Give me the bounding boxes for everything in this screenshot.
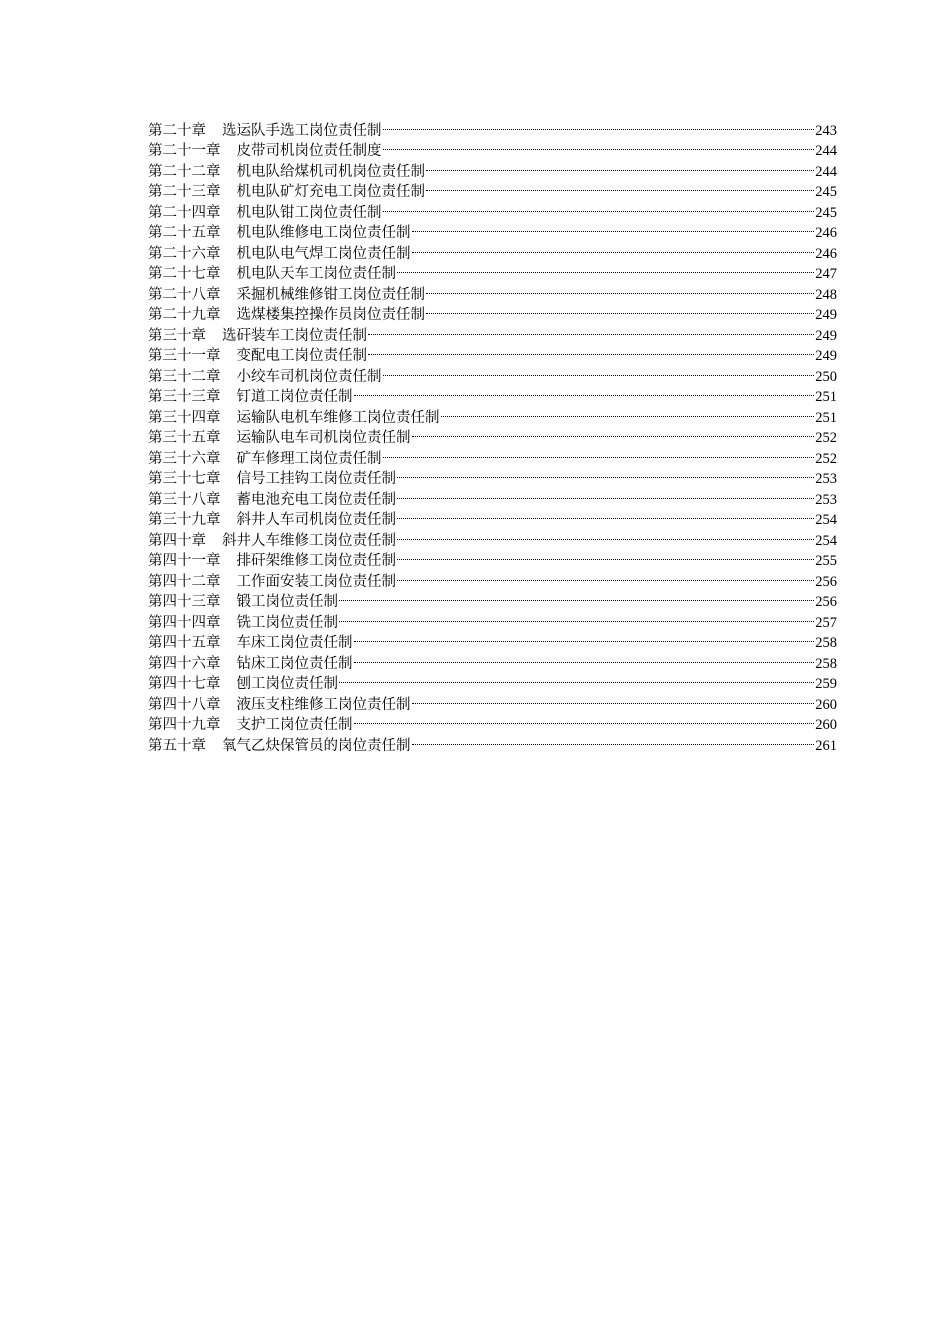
toc-chapter-title: 支护工岗位责任制 — [236, 717, 353, 733]
toc-dot-leader — [397, 504, 814, 525]
toc-chapter-number: 第二十五章 — [148, 225, 221, 241]
toc-page-number: 246 — [815, 245, 837, 262]
toc-chapter-title: 铣工岗位责任制 — [236, 614, 338, 631]
toc-chapter-number: 第二十章 — [148, 122, 206, 139]
toc-page-number: 251 — [815, 409, 837, 426]
toc-chapter-title: 运输队电车司机岗位责任制 — [236, 430, 411, 446]
toc-chapter-number: 第三十八章 — [148, 491, 221, 508]
toc-chapter-number: 第二十二章 — [148, 163, 221, 180]
toc-page-number: 260 — [815, 696, 837, 713]
toc-page-number: 258 — [815, 635, 837, 651]
toc-page-number: 244 — [815, 143, 837, 159]
toc-dot-leader — [383, 442, 815, 463]
toc-page-number: 255 — [815, 553, 837, 569]
toc-chapter-title: 选矸装车工岗位责任制 — [222, 327, 367, 344]
toc-dot-leader — [397, 463, 814, 484]
toc-chapter-title: 锻工岗位责任制 — [236, 594, 338, 610]
toc-chapter-title: 机电队给煤机司机岗位责任制 — [236, 163, 425, 180]
toc-page-number: 252 — [815, 450, 837, 467]
toc-dot-leader — [339, 668, 814, 689]
toc-chapter-number: 第四十二章 — [148, 573, 221, 590]
toc-page-number: 254 — [815, 532, 837, 549]
toc-dot-leader — [412, 422, 815, 443]
toc-chapter-number: 第四十七章 — [148, 676, 221, 692]
toc-page-number: 259 — [815, 676, 837, 692]
toc-chapter-title: 斜井人车维修工岗位责任制 — [222, 532, 396, 549]
toc-page-number: 256 — [815, 573, 837, 590]
table-of-contents — [148, 114, 837, 754]
toc-chapter-number: 第三十五章 — [148, 430, 221, 446]
toc-chapter-title: 矿车修理工岗位责任制 — [236, 450, 382, 467]
toc-chapter-number: 第二十四章 — [148, 204, 221, 221]
toc-chapter-number: 第三十四章 — [148, 409, 221, 426]
toc-dot-leader — [354, 627, 815, 648]
toc-chapter-title: 选运队手选工岗位责任制 — [222, 122, 382, 139]
toc-chapter-number: 第三十九章 — [148, 512, 221, 528]
toc-page-number: 245 — [815, 204, 837, 221]
toc-page-number: 248 — [815, 286, 837, 303]
toc-chapter-number: 第三十一章 — [148, 348, 221, 364]
toc-chapter-title: 机电队矿灯充电工岗位责任制 — [236, 184, 425, 200]
toc-chapter-number: 第二十八章 — [148, 286, 221, 303]
toc-page-number: 250 — [815, 368, 837, 385]
toc-chapter-title: 排矸架维修工岗位责任制 — [236, 553, 396, 569]
toc-chapter-number: 第二十三章 — [148, 184, 221, 200]
toc-page-number: 253 — [815, 471, 837, 487]
toc-page-number: 249 — [815, 327, 837, 344]
toc-chapter-title: 液压支柱维修工岗位责任制 — [236, 696, 411, 713]
toc-dot-leader — [354, 381, 815, 402]
toc-chapter-number: 第四十三章 — [148, 594, 221, 610]
toc-chapter-number: 第四十章 — [148, 532, 206, 549]
toc-page-number: 258 — [815, 655, 837, 672]
toc-chapter-number: 第三十章 — [148, 327, 206, 344]
toc-page-number: 249 — [815, 307, 837, 323]
toc-chapter-number: 第二十九章 — [148, 307, 221, 323]
toc-page-number: 257 — [815, 614, 837, 631]
toc-chapter-number: 第四十九章 — [148, 717, 221, 733]
toc-chapter-title: 皮带司机岗位责任制度 — [236, 143, 382, 159]
toc-dot-leader — [441, 401, 815, 422]
toc-page-number: 245 — [815, 184, 837, 200]
toc-dot-leader — [354, 709, 815, 730]
toc-chapter-number: 第三十六章 — [148, 450, 221, 467]
toc-chapter-number: 第三十三章 — [148, 389, 221, 405]
toc-page-number: 256 — [815, 594, 837, 610]
toc-chapter-number: 第五十章 — [148, 737, 206, 754]
toc-chapter-number: 第二十六章 — [148, 245, 221, 262]
toc-page-number: 252 — [815, 430, 837, 446]
toc-chapter-title: 钻床工岗位责任制 — [236, 655, 353, 672]
toc-dot-leader — [426, 278, 814, 299]
toc-chapter-title: 信号工挂钩工岗位责任制 — [236, 471, 396, 487]
toc-dot-leader — [426, 176, 814, 197]
toc-dot-leader — [383, 114, 815, 135]
toc-dot-leader — [397, 565, 814, 586]
toc-page-number: 247 — [815, 266, 837, 282]
toc-chapter-number: 第四十四章 — [148, 614, 221, 631]
toc-page-number: 260 — [815, 717, 837, 733]
toc-page-number: 246 — [815, 225, 837, 241]
toc-dot-leader — [412, 237, 815, 258]
toc-chapter-title: 氧气乙炔保管员的岗位责任制 — [222, 737, 411, 754]
toc-chapter-title: 变配电工岗位责任制 — [236, 348, 367, 364]
toc-chapter-title: 机电队钳工岗位责任制 — [236, 204, 382, 221]
toc-dot-leader — [412, 729, 815, 750]
toc-dot-leader — [412, 217, 815, 238]
toc-dot-leader — [383, 360, 815, 381]
toc-chapter-title: 运输队电机车维修工岗位责任制 — [236, 409, 440, 426]
toc-chapter-title: 刨工岗位责任制 — [236, 676, 338, 692]
toc-chapter-number: 第四十五章 — [148, 635, 221, 651]
toc-chapter-number: 第四十六章 — [148, 655, 221, 672]
toc-dot-leader — [368, 319, 814, 340]
toc-dot-leader — [383, 196, 815, 217]
toc-chapter-title: 采掘机械维修钳工岗位责任制 — [236, 286, 425, 303]
toc-entry[interactable] — [148, 114, 837, 139]
toc-chapter-title: 钉道工岗位责任制 — [236, 389, 353, 405]
toc-page-number: 249 — [815, 348, 837, 364]
toc-dot-leader — [412, 688, 815, 709]
toc-dot-leader — [339, 586, 814, 607]
toc-chapter-title: 蓄电池充电工岗位责任制 — [236, 491, 396, 508]
toc-page-number: 253 — [815, 491, 837, 508]
toc-dot-leader — [426, 299, 814, 320]
toc-chapter-number: 第二十一章 — [148, 143, 221, 159]
toc-dot-leader — [397, 524, 814, 545]
toc-page-number: 243 — [815, 122, 837, 139]
toc-chapter-number: 第四十八章 — [148, 696, 221, 713]
toc-page-number: 244 — [815, 163, 837, 180]
toc-chapter-title: 机电队天车工岗位责任制 — [236, 266, 396, 282]
toc-chapter-title: 工作面安装工岗位责任制 — [236, 573, 396, 590]
toc-chapter-number: 第二十七章 — [148, 266, 221, 282]
toc-dot-leader — [339, 606, 814, 627]
toc-page-number: 251 — [815, 389, 837, 405]
toc-dot-leader — [397, 545, 814, 566]
toc-dot-leader — [368, 340, 814, 361]
toc-page-number: 261 — [815, 737, 837, 754]
toc-chapter-number: 第三十七章 — [148, 471, 221, 487]
toc-chapter-number: 第四十一章 — [148, 553, 221, 569]
toc-dot-leader — [397, 483, 814, 504]
toc-dot-leader — [397, 258, 814, 279]
toc-chapter-title: 机电队电气焊工岗位责任制 — [236, 245, 411, 262]
toc-chapter-title: 斜井人车司机岗位责任制 — [236, 512, 396, 528]
toc-page-number: 254 — [815, 512, 837, 528]
toc-chapter-title: 车床工岗位责任制 — [236, 635, 353, 651]
toc-chapter-title: 小绞车司机岗位责任制 — [236, 368, 382, 385]
toc-chapter-number: 第三十二章 — [148, 368, 221, 385]
toc-chapter-title: 机电队维修电工岗位责任制 — [236, 225, 411, 241]
toc-dot-leader — [383, 135, 815, 156]
toc-dot-leader — [426, 155, 814, 176]
toc-chapter-title: 选煤楼集控操作员岗位责任制 — [236, 307, 425, 323]
toc-dot-leader — [354, 647, 815, 668]
